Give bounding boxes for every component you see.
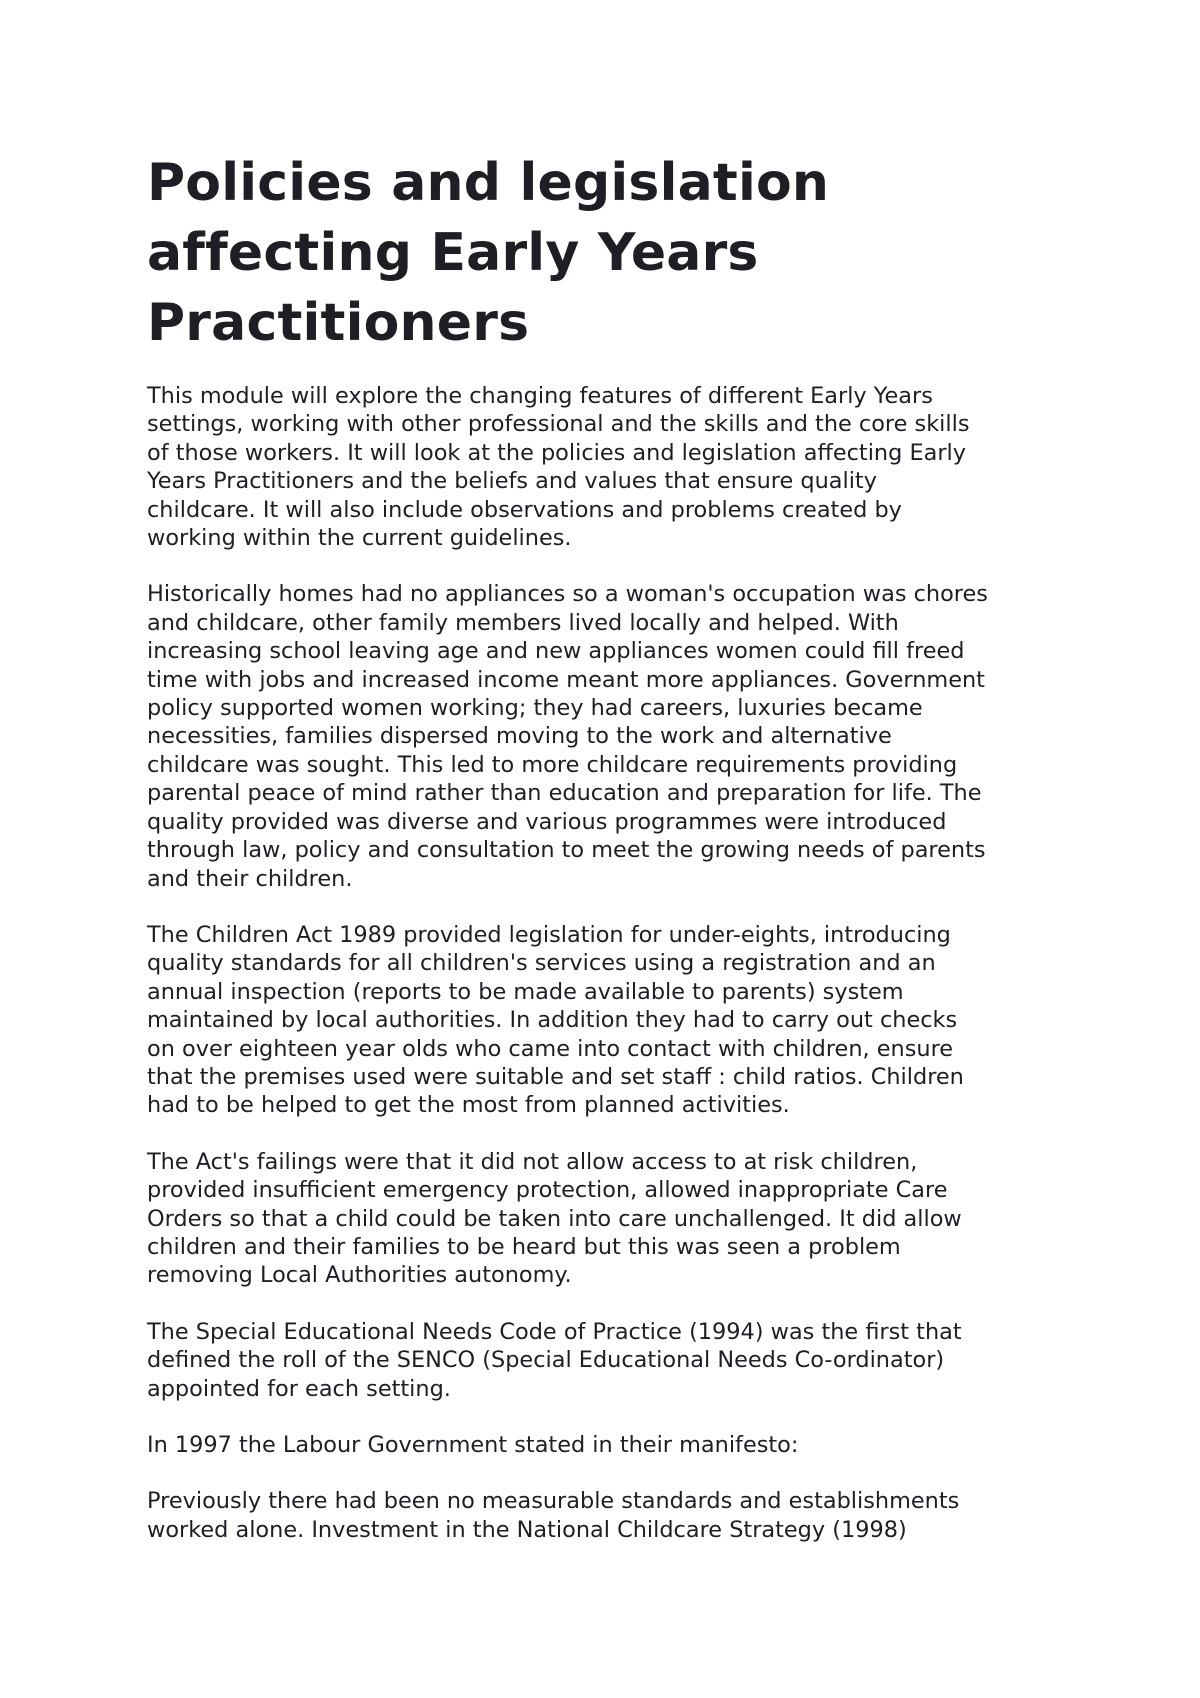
text-line: Historically homes had no appliances so a woman's occupation was chores [147, 581, 988, 608]
text-line: This module will explore the changing features of different Early Years [147, 383, 933, 409]
text-line: children and their families to be heard but this was seen a problem [147, 1233, 901, 1260]
paragraph-history [147, 580, 1082, 892]
paragraph-sen-code [147, 1318, 1082, 1403]
text-line: parental peace of mind rather than education and preparation for life. The [147, 780, 982, 807]
text-line: that the premises used were suitable and set staff : child ratios. Children [147, 1063, 964, 1090]
text-line: and their children. [147, 865, 353, 892]
text-line: appointed for each setting. [147, 1375, 451, 1402]
text-line: through law, policy and consultation to meet the growing needs of parents [147, 837, 986, 864]
text-line: annual inspection (reports to be made available to parents) system [147, 978, 904, 1005]
text-line: necessities, families dispersed moving to the work and alternative [147, 723, 892, 750]
text-line: working within the current guidelines. [147, 525, 572, 552]
text-line: maintained by local authorities. In addition they had to carry out checks [147, 1007, 958, 1034]
text-line: settings, working with other professional and the skills and the core skills [147, 411, 970, 438]
text-line: childcare. It will also include observations and problems created by [147, 496, 902, 523]
text-line: worked alone. Investment in the National Childcare Strategy (1998) [147, 1516, 907, 1543]
text-line: defined the roll of the SENCO (Special Educational Needs Co-ordinator) [147, 1347, 945, 1374]
text-line: Previously there had been no measurable standards and establishments [147, 1488, 960, 1515]
paragraph-labour-manifesto [147, 1431, 1082, 1459]
text-line: quality provided was diverse and various programmes were introduced [147, 808, 947, 835]
paragraph-children-act [147, 921, 1082, 1120]
title-line: Practitioners [147, 293, 530, 353]
document-page [147, 148, 1082, 1572]
text-line: childcare was sought. This led to more childcare requirements providing [147, 751, 958, 778]
document-title [147, 148, 1082, 358]
text-line: policy supported women working; they had careers, luxuries became [147, 695, 923, 722]
text-line: and childcare, other family members lived locally and helped. With [147, 609, 899, 636]
text-line: The Children Act 1989 provided legislation for under-eights, introducing [147, 921, 951, 948]
text-line: The Special Educational Needs Code of Practice (1994) was the first that [147, 1318, 962, 1345]
title-line: affecting Early Years [147, 223, 759, 283]
title-line: Policies and legislation [147, 153, 830, 213]
text-line: removing Local Authorities autonomy. [147, 1262, 572, 1289]
text-line: had to be helped to get the most from planned activities. [147, 1092, 790, 1119]
text-line: time with jobs and increased income meant more appliances. Government [147, 666, 985, 693]
paragraph-module-intro [147, 382, 1082, 552]
text-line: Orders so that a child could be taken into care unchallenged. It did allow [147, 1205, 962, 1232]
text-line: In 1997 the Labour Government stated in their manifesto: [147, 1432, 799, 1458]
text-line: The Act's failings were that it did not allow access to at risk children, [147, 1148, 918, 1175]
text-line: provided insufficient emergency protection, allowed inappropriate Care [147, 1177, 948, 1204]
text-line: Years Practitioners and the beliefs and values that ensure quality [147, 468, 877, 495]
text-line: of those workers. It will look at the policies and legislation affecting Early [147, 439, 966, 466]
paragraph-childcare-strategy [147, 1487, 1082, 1544]
text-line: increasing school leaving age and new appliances women could fill freed [147, 638, 965, 665]
text-line: on over eighteen year olds who came into contact with children, ensure [147, 1035, 954, 1062]
text-line: quality standards for all children's services using a registration and an [147, 950, 936, 977]
paragraph-act-failings [147, 1148, 1082, 1290]
